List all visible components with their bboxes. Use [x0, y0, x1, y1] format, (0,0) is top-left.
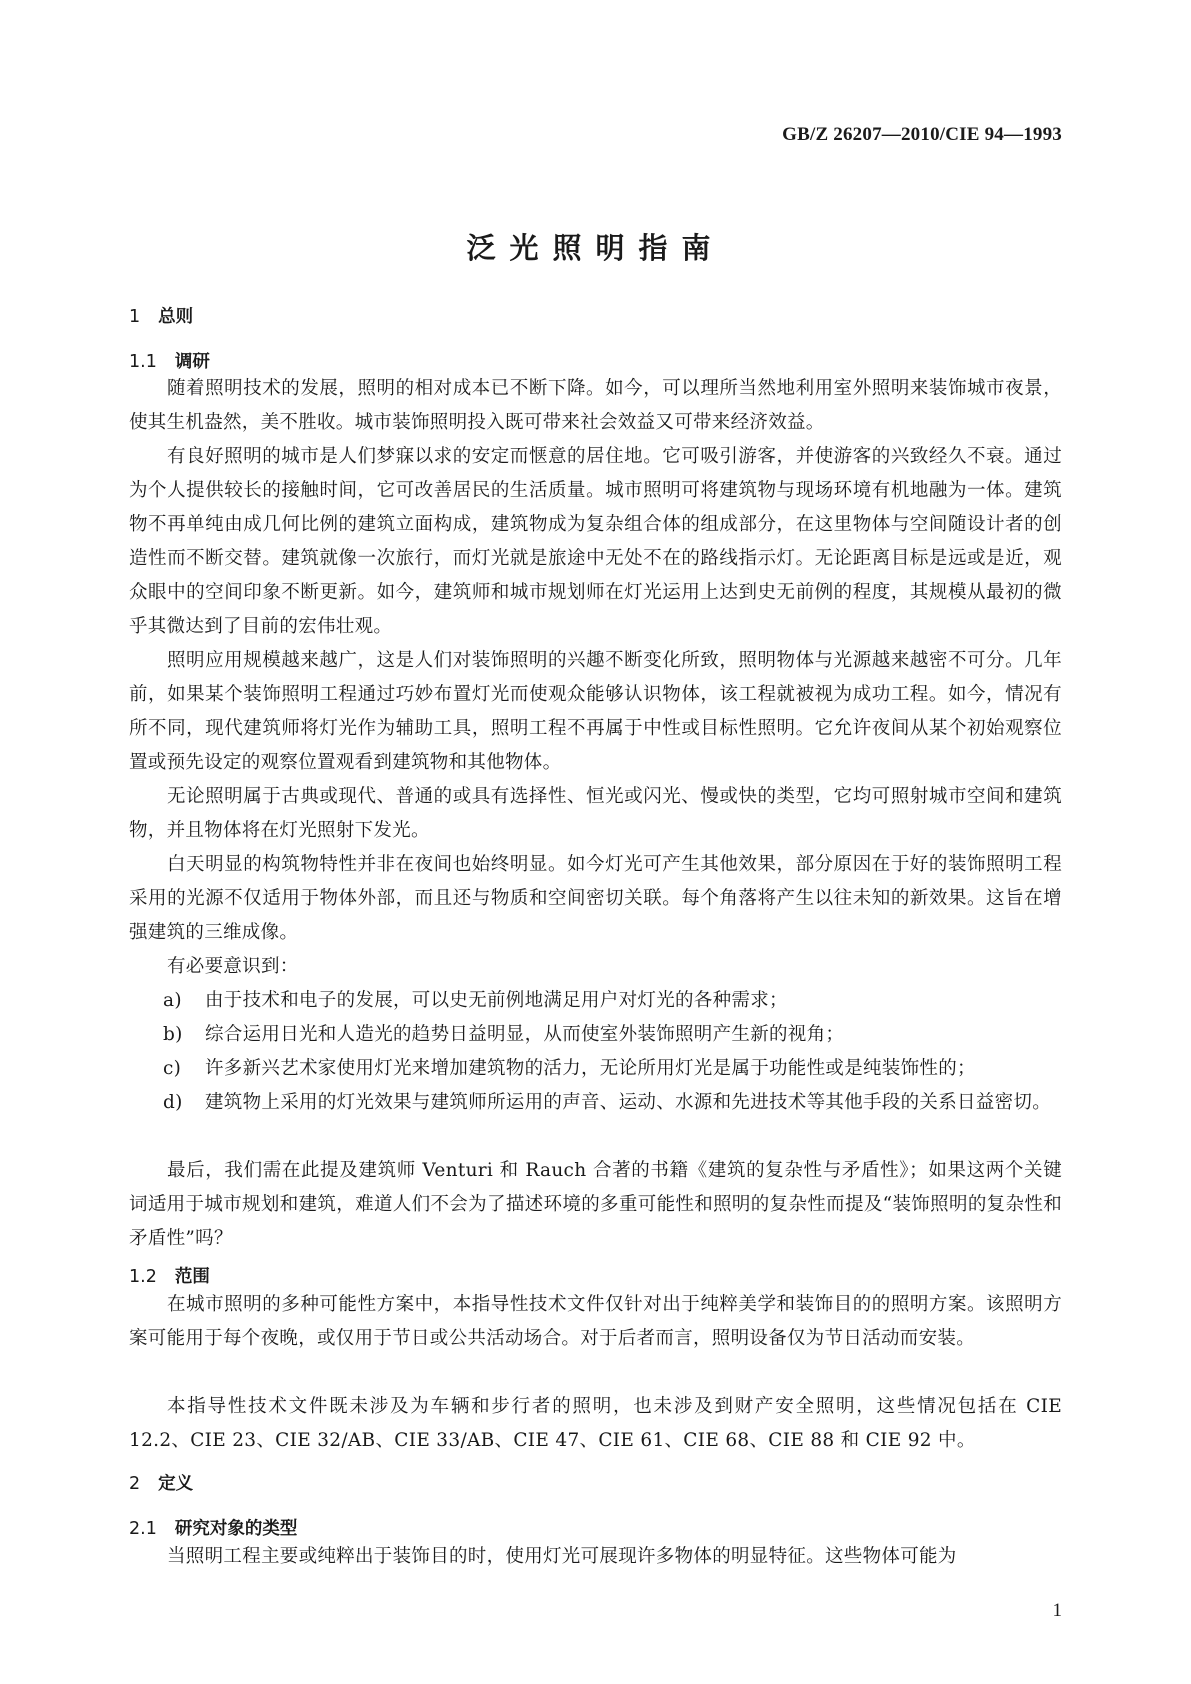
list-text: 由于技术和电子的发展，可以史无前例地满足用户对灯光的各种需求； — [205, 990, 788, 1011]
paragraph: 照明应用规模越来越广，这是人们对装饰照明的兴趣不断变化所致，照明物体与光源越来越密不可分。几年前，如果某个装饰照明工程通过巧妙布置灯光而使观众能够认识物体，该工程就被视为成功工程。如今，情况有所不同，现代建筑师将灯光作为辅助工具，照明工程不再属于中性或目标性照明。它允许夜间从某个初始观察位置或预先设定的观察位置观看到建筑物和其他物体。 — [129, 650, 1062, 773]
paragraph: 无论照明属于古典或现代、普通的或具有选择性、恒光或闪光、慢或快的类型，它均可照射城市空间和建筑物，并且物体将在灯光照射下发光。 — [129, 786, 1062, 841]
paragraph: 当照明工程主要或纯粹出于装饰目的时，使用灯光可展现许多物体的明显特征。这些物体可能为 — [167, 1546, 957, 1567]
paragraph: 随着照明技术的发展，照明的相对成本已不断下降。如今，可以理所当然地利用室外照明来装饰城市夜景，使其生机盎然，美不胜收。城市装饰照明投入既可带来社会效益又可带来经济效益。 — [129, 378, 1062, 433]
section-heading — [129, 303, 193, 328]
subsection-heading — [129, 348, 210, 373]
subsection-title: 范围 — [174, 1267, 210, 1287]
list-marker: a) — [163, 990, 182, 1011]
list-text: 建筑物上采用的灯光效果与建筑师所运用的声音、运动、水源和先进技术等其他手段的关系日益密切。 — [205, 1092, 1052, 1113]
section-title: 定义 — [158, 1474, 194, 1494]
paragraph: 有必要意识到： — [167, 956, 299, 977]
paragraph: 有良好照明的城市是人们梦寐以求的安定而惬意的居住地。它可吸引游客，并使游客的兴致经久不衰。通过为个人提供较长的接触时间，它可改善居民的生活质量。城市照明可将建筑物与现场环境有机地融为一体。建筑物不再单纯由成几何比例的建筑立面构成，建筑物成为复杂组合体的组成部分，在这里物体与空间随设计者的创造性而不断交替。建筑就像一次旅行，而灯光就是旅途中无处不在的路线指示灯。无论距离目标是远或是近，观众眼中的空间印象不断更新。如今，建筑师和城市规划师在灯光运用上达到史无前例的程度，其规模从最初的微乎其微达到了目前的宏伟壮观。 — [129, 446, 1062, 637]
paragraph: 本指导性技术文件既未涉及为车辆和步行者的照明，也未涉及到财产安全照明，这些情况包括在 CIE 12.2、CIE 23、CIE 32/AB、CIE 33/AB、CIE 47、CIE 61、CIE 68、CIE 88 和 CIE 92 中。 — [129, 1396, 1062, 1451]
standard-code: GB/Z 26207—2010/CIE 94—1993 — [782, 124, 1062, 145]
subsection-heading — [129, 1515, 297, 1540]
section-number: 1 — [129, 307, 141, 327]
list-text: 许多新兴艺术家使用灯光来增加建筑物的活力，无论所用灯光是属于功能性或是纯装饰性的； — [205, 1058, 976, 1079]
subsection-number: 2.1 — [129, 1519, 157, 1539]
subsection-title: 调研 — [174, 352, 210, 372]
paragraph: 最后，我们需在此提及建筑师 Venturi 和 Rauch 合著的书籍《建筑的复杂性与矛盾性》；如果这两个关键词适用于城市规划和建筑，难道人们不会为了描述环境的多重可能性和照明的复杂性而提及“装饰照明的复杂性和矛盾性”吗？ — [129, 1160, 1062, 1249]
section-number: 2 — [129, 1474, 141, 1494]
page-number: 1 — [1052, 1600, 1062, 1621]
section-heading — [129, 1470, 193, 1495]
list-text: 综合运用日光和人造光的趋势日益明显，从而使室外装饰照明产生新的视角； — [205, 1024, 845, 1045]
subsection-heading — [129, 1263, 210, 1288]
document-title: 泛光照明指南 — [466, 231, 725, 265]
list-marker: c) — [163, 1058, 182, 1079]
paragraph: 白天明显的构筑物特性并非在夜间也始终明显。如今灯光可产生其他效果，部分原因在于好的装饰照明工程采用的光源不仅适用于物体外部，而且还与物质和空间密切关联。每个角落将产生以往未知的新效果。这旨在增强建筑的三维成像。 — [129, 854, 1062, 943]
section-title: 总则 — [158, 307, 194, 327]
subsection-number: 1.2 — [129, 1267, 157, 1287]
list-marker: b) — [163, 1024, 183, 1045]
list-marker: d) — [163, 1092, 183, 1113]
paragraph: 在城市照明的多种可能性方案中，本指导性技术文件仅针对出于纯粹美学和装饰目的的照明方案。该照明方案可能用于每个夜晚，或仅用于节日或公共活动场合。对于后者而言，照明设备仅为节日活动而安装。 — [129, 1294, 1062, 1349]
subsection-title: 研究对象的类型 — [174, 1519, 298, 1539]
subsection-number: 1.1 — [129, 352, 157, 372]
